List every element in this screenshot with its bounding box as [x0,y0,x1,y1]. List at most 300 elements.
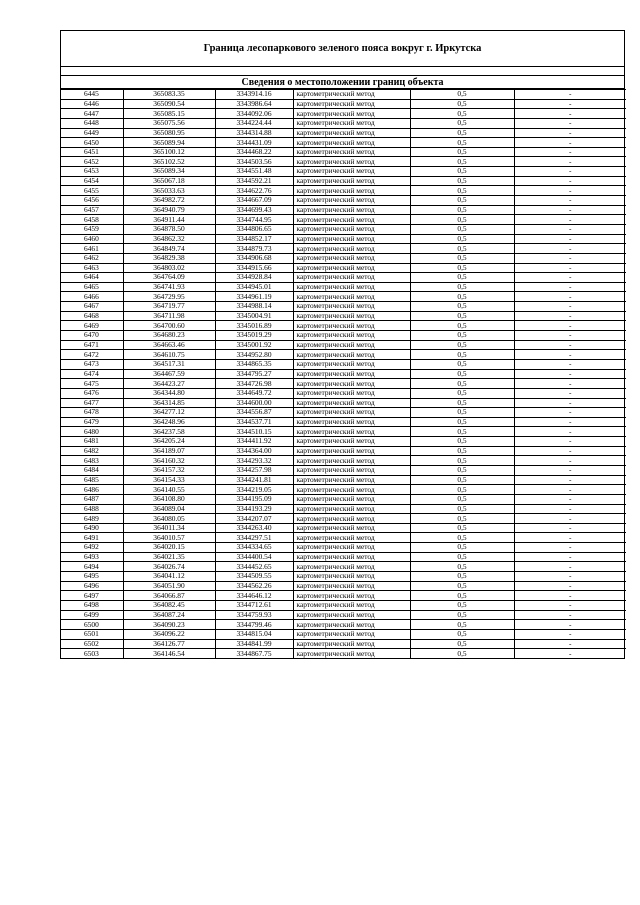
description-cell: - [514,282,626,292]
point-number-cell: 6479 [61,417,123,427]
description-cell: - [514,379,626,389]
x-coordinate-cell: 364066.87 [123,591,215,601]
point-number-cell: 6488 [61,504,123,514]
description-cell: - [514,244,626,254]
y-coordinate-cell: 3344945.01 [215,282,293,292]
x-coordinate-cell: 364051.90 [123,581,215,591]
y-coordinate-cell: 3344257.98 [215,465,293,475]
y-coordinate-cell: 3343914.16 [215,90,293,100]
accuracy-cell: 0,5 [410,186,514,196]
point-number-cell: 6457 [61,205,123,215]
table-row [61,446,626,456]
method-cell: картометрический метод [293,128,410,138]
point-number-cell: 6494 [61,562,123,572]
y-coordinate-cell: 3344297.51 [215,533,293,543]
y-coordinate-cell: 3344759.93 [215,610,293,620]
table-row [61,562,626,572]
method-cell: картометрический метод [293,340,410,350]
table-row [61,138,626,148]
table-row [61,331,626,341]
description-cell: - [514,331,626,341]
accuracy-cell: 0,5 [410,581,514,591]
method-cell: картометрический метод [293,485,410,495]
method-cell: картометрический метод [293,273,410,283]
y-coordinate-cell: 3344562.26 [215,581,293,591]
method-cell: картометрический метод [293,398,410,408]
description-cell: - [514,263,626,273]
method-cell: картометрический метод [293,118,410,128]
table-row [61,167,626,177]
accuracy-cell: 0,5 [410,340,514,350]
point-number-cell: 6503 [61,649,123,659]
point-number-cell: 6497 [61,591,123,601]
x-coordinate-cell: 365100.12 [123,147,215,157]
y-coordinate-cell: 3344592.21 [215,176,293,186]
accuracy-cell: 0,5 [410,398,514,408]
method-cell: картометрический метод [293,572,410,582]
point-number-cell: 6477 [61,398,123,408]
table-row [61,572,626,582]
method-cell: картометрический метод [293,639,410,649]
description-cell: - [514,350,626,360]
method-cell: картометрический метод [293,379,410,389]
method-cell: картометрический метод [293,244,410,254]
table-row [61,552,626,562]
x-coordinate-cell: 364517.31 [123,359,215,369]
y-coordinate-cell: 3344726.98 [215,379,293,389]
description-cell: - [514,388,626,398]
description-cell: - [514,562,626,572]
y-coordinate-cell: 3344646.12 [215,591,293,601]
description-cell: - [514,359,626,369]
accuracy-cell: 0,5 [410,485,514,495]
x-coordinate-cell: 364160.32 [123,456,215,466]
table-row [61,417,626,427]
accuracy-cell: 0,5 [410,118,514,128]
accuracy-cell: 0,5 [410,157,514,167]
point-number-cell: 6502 [61,639,123,649]
table-row [61,263,626,273]
x-coordinate-cell: 364026.74 [123,562,215,572]
y-coordinate-cell: 3344510.15 [215,427,293,437]
table-row [61,629,626,639]
table-row [61,591,626,601]
point-number-cell: 6490 [61,523,123,533]
description-cell: - [514,629,626,639]
description-cell: - [514,224,626,234]
y-coordinate-cell: 3344622.76 [215,186,293,196]
method-cell: картометрический метод [293,224,410,234]
accuracy-cell: 0,5 [410,311,514,321]
method-cell: картометрический метод [293,109,410,119]
table-row [61,128,626,138]
point-number-cell: 6467 [61,302,123,312]
point-number-cell: 6456 [61,196,123,206]
description-cell: - [514,504,626,514]
point-number-cell: 6451 [61,147,123,157]
method-cell: картометрический метод [293,176,410,186]
document-frame [60,30,625,659]
point-number-cell: 6486 [61,485,123,495]
method-cell: картометрический метод [293,302,410,312]
description-cell: - [514,446,626,456]
y-coordinate-cell: 3344314.88 [215,128,293,138]
method-cell: картометрический метод [293,215,410,225]
point-number-cell: 6491 [61,533,123,543]
point-number-cell: 6459 [61,224,123,234]
description-cell: - [514,215,626,225]
y-coordinate-cell: 3344915.66 [215,263,293,273]
y-coordinate-cell: 3345019.29 [215,331,293,341]
accuracy-cell: 0,5 [410,427,514,437]
accuracy-cell: 0,5 [410,128,514,138]
table-row [61,427,626,437]
method-cell: картометрический метод [293,649,410,659]
x-coordinate-cell: 364041.12 [123,572,215,582]
accuracy-cell: 0,5 [410,610,514,620]
description-cell: - [514,620,626,630]
point-number-cell: 6465 [61,282,123,292]
table-row [61,639,626,649]
table-row [61,253,626,263]
point-number-cell: 6496 [61,581,123,591]
y-coordinate-cell: 3344952.80 [215,350,293,360]
point-number-cell: 6458 [61,215,123,225]
description-cell: - [514,369,626,379]
description-cell: - [514,572,626,582]
accuracy-cell: 0,5 [410,292,514,302]
x-coordinate-cell: 364237.58 [123,427,215,437]
description-cell: - [514,340,626,350]
x-coordinate-cell: 364277.12 [123,408,215,418]
y-coordinate-cell: 3344364.00 [215,446,293,456]
x-coordinate-cell: 364680.23 [123,331,215,341]
description-cell: - [514,109,626,119]
x-coordinate-cell: 364020.15 [123,543,215,553]
x-coordinate-cell: 364090.23 [123,620,215,630]
table-row [61,456,626,466]
description-cell: - [514,523,626,533]
accuracy-cell: 0,5 [410,600,514,610]
method-cell: картометрический метод [293,359,410,369]
table-row [61,523,626,533]
description-cell: - [514,321,626,331]
y-coordinate-cell: 3344600.00 [215,398,293,408]
description-cell: - [514,533,626,543]
accuracy-cell: 0,5 [410,388,514,398]
y-coordinate-cell: 3344411.92 [215,437,293,447]
description-cell: - [514,118,626,128]
table-row [61,244,626,254]
method-cell: картометрический метод [293,311,410,321]
point-number-cell: 6464 [61,273,123,283]
x-coordinate-cell: 365067.18 [123,176,215,186]
point-number-cell: 6487 [61,494,123,504]
x-coordinate-cell: 364108.80 [123,494,215,504]
description-cell: - [514,157,626,167]
method-cell: картометрический метод [293,446,410,456]
point-number-cell: 6447 [61,109,123,119]
y-coordinate-cell: 3344503.56 [215,157,293,167]
description-cell: - [514,398,626,408]
method-cell: картометрический метод [293,331,410,341]
point-number-cell: 6484 [61,465,123,475]
accuracy-cell: 0,5 [410,196,514,206]
x-coordinate-cell: 364140.55 [123,485,215,495]
table-row [61,485,626,495]
table-row [61,437,626,447]
description-cell: - [514,494,626,504]
description-cell: - [514,273,626,283]
x-coordinate-cell: 364711.98 [123,311,215,321]
table-row [61,157,626,167]
description-cell: - [514,465,626,475]
description-cell: - [514,292,626,302]
accuracy-cell: 0,5 [410,629,514,639]
description-cell: - [514,591,626,601]
y-coordinate-cell: 3344263.40 [215,523,293,533]
point-number-cell: 6483 [61,456,123,466]
method-cell: картометрический метод [293,253,410,263]
method-cell: картометрический метод [293,205,410,215]
accuracy-cell: 0,5 [410,147,514,157]
point-number-cell: 6500 [61,620,123,630]
point-number-cell: 6445 [61,90,123,100]
coordinates-table-body [61,90,626,659]
x-coordinate-cell: 364146.54 [123,649,215,659]
method-cell: картометрический метод [293,408,410,418]
y-coordinate-cell: 3345001.92 [215,340,293,350]
table-row [61,90,626,100]
x-coordinate-cell: 364663.46 [123,340,215,350]
x-coordinate-cell: 364719.77 [123,302,215,312]
table-row [61,109,626,119]
table-row [61,475,626,485]
accuracy-cell: 0,5 [410,282,514,292]
y-coordinate-cell: 3344219.05 [215,485,293,495]
y-coordinate-cell: 3344195.09 [215,494,293,504]
method-cell: картометрический метод [293,523,410,533]
x-coordinate-cell: 364157.32 [123,465,215,475]
section-subtitle: Сведения о местоположении границ объекта [61,76,624,89]
y-coordinate-cell: 3344815.04 [215,629,293,639]
method-cell: картометрический метод [293,147,410,157]
y-coordinate-cell: 3344241.81 [215,475,293,485]
method-cell: картометрический метод [293,321,410,331]
accuracy-cell: 0,5 [410,437,514,447]
y-coordinate-cell: 3344224.44 [215,118,293,128]
accuracy-cell: 0,5 [410,446,514,456]
description-cell: - [514,543,626,553]
y-coordinate-cell: 3344852.17 [215,234,293,244]
accuracy-cell: 0,5 [410,543,514,553]
method-cell: картометрический метод [293,90,410,100]
accuracy-cell: 0,5 [410,302,514,312]
y-coordinate-cell: 3344431.09 [215,138,293,148]
y-coordinate-cell: 3344865.35 [215,359,293,369]
y-coordinate-cell: 3344928.84 [215,273,293,283]
description-cell: - [514,205,626,215]
point-number-cell: 6449 [61,128,123,138]
point-number-cell: 6482 [61,446,123,456]
x-coordinate-cell: 364610.75 [123,350,215,360]
x-coordinate-cell: 364344.80 [123,388,215,398]
table-row [61,273,626,283]
y-coordinate-cell: 3344551.48 [215,167,293,177]
method-cell: картометрический метод [293,620,410,630]
point-number-cell: 6453 [61,167,123,177]
x-coordinate-cell: 364803.02 [123,263,215,273]
description-cell: - [514,186,626,196]
document-title: Граница лесопаркового зеленого пояса вокруг г. Иркутска [61,31,624,67]
description-cell: - [514,437,626,447]
x-coordinate-cell: 364080.05 [123,514,215,524]
table-row [61,514,626,524]
description-cell: - [514,196,626,206]
point-number-cell: 6474 [61,369,123,379]
x-coordinate-cell: 364700.60 [123,321,215,331]
point-number-cell: 6495 [61,572,123,582]
table-row [61,147,626,157]
point-number-cell: 6469 [61,321,123,331]
y-coordinate-cell: 3344334.65 [215,543,293,553]
accuracy-cell: 0,5 [410,138,514,148]
y-coordinate-cell: 3344509.55 [215,572,293,582]
y-coordinate-cell: 3344092.06 [215,109,293,119]
x-coordinate-cell: 364911.44 [123,215,215,225]
method-cell: картометрический метод [293,610,410,620]
method-cell: картометрический метод [293,543,410,553]
accuracy-cell: 0,5 [410,523,514,533]
point-number-cell: 6489 [61,514,123,524]
y-coordinate-cell: 3344649.72 [215,388,293,398]
description-cell: - [514,99,626,109]
point-number-cell: 6471 [61,340,123,350]
accuracy-cell: 0,5 [410,244,514,254]
x-coordinate-cell: 364154.33 [123,475,215,485]
x-coordinate-cell: 365080.95 [123,128,215,138]
table-row [61,649,626,659]
y-coordinate-cell: 3344795.27 [215,369,293,379]
accuracy-cell: 0,5 [410,234,514,244]
accuracy-cell: 0,5 [410,167,514,177]
table-row [61,465,626,475]
x-coordinate-cell: 364829.38 [123,253,215,263]
description-cell: - [514,649,626,659]
point-number-cell: 6472 [61,350,123,360]
x-coordinate-cell: 365033.63 [123,186,215,196]
table-row [61,311,626,321]
point-number-cell: 6452 [61,157,123,167]
description-cell: - [514,417,626,427]
description-cell: - [514,427,626,437]
x-coordinate-cell: 364248.96 [123,417,215,427]
y-coordinate-cell: 3344537.71 [215,417,293,427]
table-row [61,234,626,244]
x-coordinate-cell: 364021.35 [123,552,215,562]
y-coordinate-cell: 3344400.54 [215,552,293,562]
table-row [61,533,626,543]
y-coordinate-cell: 3344906.68 [215,253,293,263]
accuracy-cell: 0,5 [410,552,514,562]
table-row [61,292,626,302]
method-cell: картометрический метод [293,514,410,524]
y-coordinate-cell: 3344799.46 [215,620,293,630]
point-number-cell: 6450 [61,138,123,148]
table-row [61,186,626,196]
accuracy-cell: 0,5 [410,90,514,100]
accuracy-cell: 0,5 [410,639,514,649]
x-coordinate-cell: 364082.45 [123,600,215,610]
method-cell: картометрический метод [293,465,410,475]
accuracy-cell: 0,5 [410,109,514,119]
method-cell: картометрический метод [293,350,410,360]
table-row [61,620,626,630]
table-row [61,398,626,408]
x-coordinate-cell: 365075.56 [123,118,215,128]
table-row [61,340,626,350]
point-number-cell: 6454 [61,176,123,186]
description-cell: - [514,138,626,148]
accuracy-cell: 0,5 [410,350,514,360]
accuracy-cell: 0,5 [410,205,514,215]
method-cell: картометрический метод [293,157,410,167]
y-coordinate-cell: 3344806.65 [215,224,293,234]
x-coordinate-cell: 365089.94 [123,138,215,148]
point-number-cell: 6498 [61,600,123,610]
table-row [61,176,626,186]
x-coordinate-cell: 365090.54 [123,99,215,109]
point-number-cell: 6446 [61,99,123,109]
description-cell: - [514,128,626,138]
x-coordinate-cell: 364940.79 [123,205,215,215]
table-row [61,224,626,234]
y-coordinate-cell: 3344699.43 [215,205,293,215]
point-number-cell: 6499 [61,610,123,620]
description-cell: - [514,302,626,312]
table-row [61,504,626,514]
accuracy-cell: 0,5 [410,649,514,659]
table-row [61,388,626,398]
method-cell: картометрический метод [293,494,410,504]
point-number-cell: 6460 [61,234,123,244]
accuracy-cell: 0,5 [410,562,514,572]
accuracy-cell: 0,5 [410,369,514,379]
spacer-row [61,67,624,76]
y-coordinate-cell: 3344193.29 [215,504,293,514]
point-number-cell: 6475 [61,379,123,389]
description-cell: - [514,552,626,562]
x-coordinate-cell: 364862.32 [123,234,215,244]
x-coordinate-cell: 364729.95 [123,292,215,302]
table-row [61,205,626,215]
table-row [61,359,626,369]
method-cell: картометрический метод [293,234,410,244]
x-coordinate-cell: 364982.72 [123,196,215,206]
description-cell: - [514,514,626,524]
point-number-cell: 6485 [61,475,123,485]
x-coordinate-cell: 364849.74 [123,244,215,254]
point-number-cell: 6462 [61,253,123,263]
x-coordinate-cell: 365083.35 [123,90,215,100]
x-coordinate-cell: 364189.07 [123,446,215,456]
y-coordinate-cell: 3343986.64 [215,99,293,109]
accuracy-cell: 0,5 [410,215,514,225]
point-number-cell: 6461 [61,244,123,254]
y-coordinate-cell: 3345004.91 [215,311,293,321]
method-cell: картометрический метод [293,427,410,437]
x-coordinate-cell: 364467.59 [123,369,215,379]
